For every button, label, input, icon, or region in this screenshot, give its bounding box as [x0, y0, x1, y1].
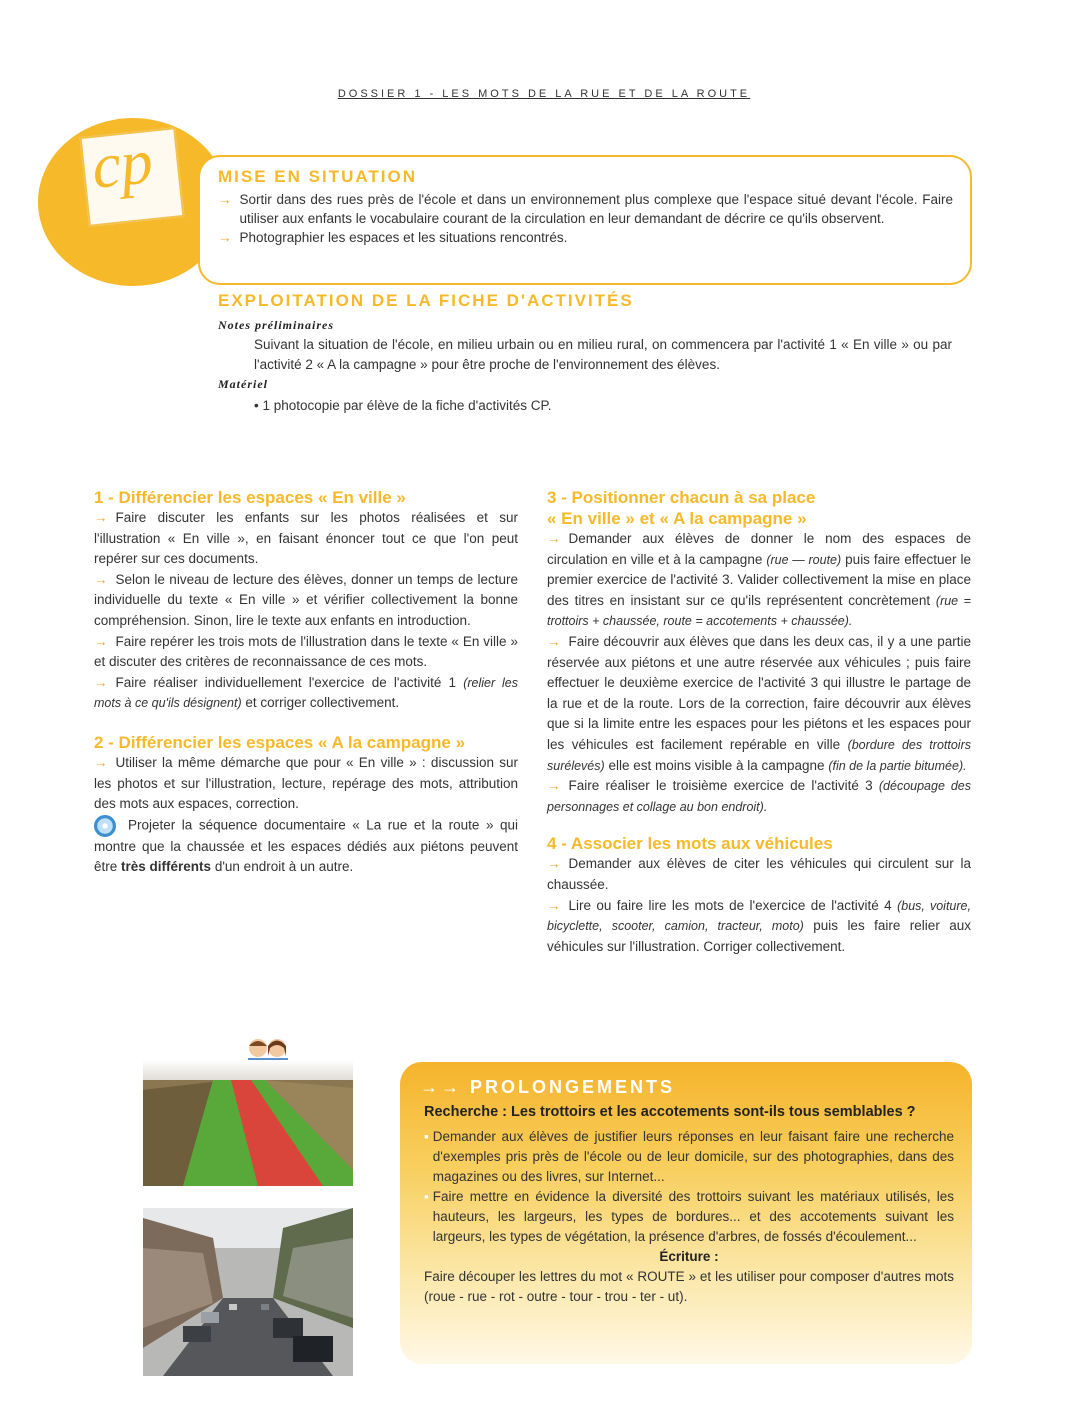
paragraph-text: Faire réaliser le troisième exercice de l'activité 3 [568, 778, 873, 794]
paragraph-text: et corriger collectivement. [245, 695, 400, 711]
mise-en-situation-list [218, 190, 953, 247]
right-column [547, 487, 971, 957]
paragraph-text: Faire réaliser individuellement l'exercice de l'activité 1 [115, 674, 457, 690]
materiel-label: Matériel [218, 377, 268, 391]
section3-title-line2: « En ville » et « A la campagne » [547, 509, 807, 528]
paragraph-text: Selon le niveau de lecture des élèves, donner un temps de lecture individuelle du texte « En ville » et vérifier collectivement la bonne compréhension. Sinon, lire le texte aux enfants en introduction. [94, 571, 518, 628]
paragraph [94, 570, 518, 632]
paragraph-bold: très différents [121, 859, 212, 875]
paragraph-italic: (fin de la partie bitumée). [828, 758, 967, 773]
arrow-right-icon: → [218, 192, 232, 207]
list-item-text: Faire mettre en évidence la diversité des trottoirs suivant les matériaux utilisés, les hauteurs, les largeurs, les types de bordures... et des accotements suivant les largeurs, les types de végétation, la présence d'arbres, de fossés d'écoulement... [432, 1189, 954, 1244]
paragraph-text: puis faire effectuer le premier exercice de l'activité 3. Valider collectivement la mise en place des titres en insistant sur ce qu'ils représentent concrètement [547, 551, 971, 608]
arrow-right-icon: → [547, 778, 561, 794]
arrow-right-icon: → [94, 674, 108, 690]
paragraph [547, 529, 971, 632]
paragraph-italic: (découpage des personnages et collage au bon endroit). [547, 779, 971, 814]
prolongements-title: →→ PROLONGEMENTS [420, 1077, 676, 1097]
paragraph-text: Projeter la séquence documentaire « La rue et la route » qui montre que la chaussée et les espaces dédiés aux piétons peuvent être [94, 817, 518, 875]
list-item [218, 190, 953, 228]
exploitation-title: EXPLOITATION DE LA FICHE D'ACTIVITÉS [218, 291, 634, 310]
paragraph-text: puis les faire relier aux véhicules sur l'illustration. Corriger collectivement. [547, 918, 971, 954]
arrow-right-icon: → [547, 856, 561, 872]
paragraph-text: Faire découvrir aux élèves que dans les deux cas, il y a une partie réservée aux piétons et une autre réservée aux véhicules ; puis faire effectuer le deuxième exercice de l'activité 3 qui illustre le partage de la rue et de la route. Lors de la correction, faire découvrir aux élèves que si la limite entre les espaces pour les piétons et les espaces pour les véhicules est facilement repérable en ville [547, 633, 971, 752]
section2-title: 2 - Différencier les espaces « A la campagne » [94, 732, 466, 752]
cp-logo: cp [88, 125, 156, 202]
prolongements-list [424, 1127, 954, 1307]
paragraph [547, 776, 971, 817]
paragraph-italic: (rue = trottoirs + chaussée, route = accotements + chaussée). [547, 593, 971, 629]
prolongements-question: Recherche : Les trottoirs et les accotements sont-ils tous semblables ? [424, 1104, 916, 1120]
mise-en-situation-title: MISE EN SITUATION [218, 167, 417, 186]
list-item-text: Demander aux élèves de justifier leurs réponses en leur faisant faire une recherche d'exemples pris près de l'école ou de leur domicile, sur des photographies, dans des magazines ou des livres, sur Internet... [432, 1129, 954, 1184]
list-item-text: Photographier les espaces et les situations rencontrés. [239, 230, 568, 245]
arrow-right-icon: → [218, 230, 232, 245]
list-item [218, 228, 953, 247]
arrow-right-icon: → [547, 531, 561, 546]
paragraph [94, 815, 518, 878]
paragraph [547, 854, 971, 895]
square-bullet-icon: ▪ [424, 1129, 429, 1144]
paragraph-italic: (bus, voiture, bicyclette, scooter, camion, tracteur, moto) [547, 898, 971, 934]
paragraph [94, 753, 518, 815]
list-item [424, 1187, 954, 1247]
paragraph-text: Utiliser la même démarche que pour « En ville » : discussion sur les photos et sur l'illustration, lecture, repérage des mots, attribution des mots aux espaces, correction. [94, 754, 518, 812]
running-header: DOSSIER 1 - LES MOTS DE LA RUE ET DE LA ROUTE [337, 88, 751, 100]
paragraph-text: Demander aux élèves de donner le nom des espaces de circulation en ville et à la campagne [547, 531, 971, 567]
notes-text: Suivant la situation de l'école, en milieu urbain ou en milieu rural, on commencera par l'activité 1 « En ville » ou par l'activité 2 « A la campagne » pour être proche de l'environnement des élèves. [254, 337, 952, 372]
photo-city-street [143, 1208, 353, 1376]
arrow-right-icon: → [94, 510, 108, 525]
arrow-right-icon: → [547, 897, 561, 913]
section3-title-line1: 3 - Positionner chacun à sa place [547, 488, 816, 507]
paragraph-text: elle est moins visible à la campagne [608, 757, 825, 773]
notes-label: Notes préliminaires [218, 318, 335, 332]
paragraph-text: Demander aux élèves de citer les véhicules qui circulent sur la chaussée. [547, 856, 971, 892]
arrow-right-icon: → [94, 571, 108, 587]
list-item-text: Sortir dans des rues près de l'école et dans un environnement plus complexe que l'espace situé devant l'école. Faire utiliser aux enfants le vocabulaire courant de la circulation en leur demandant de décrire ce qu'ils observent. [239, 192, 953, 226]
ecriture-label: Écriture : [659, 1249, 719, 1264]
ecriture-text: Faire découper les lettres du mot « ROUTE » et les utiliser pour composer d'autres mots (roue - rue - rot - outre - tour - trou - ter - ut). [424, 1269, 954, 1304]
paragraph [547, 896, 971, 958]
paragraph-italic: (relier les mots à ce qu'ils désignent) [94, 675, 518, 711]
dvd-icon [94, 815, 116, 837]
arrow-right-icon: → [94, 633, 108, 649]
paragraph-text: d'un endroit à un autre. [214, 859, 354, 875]
paragraph-italic: (rue — route) [766, 552, 842, 567]
paragraph [94, 632, 518, 673]
square-bullet-icon: ▪ [424, 1189, 429, 1204]
paragraph-text: Faire discuter les enfants sur les photos réalisées et sur l'illustration « En ville », en faisant énoncer tout ce que l'on peut repérer sur ces documents. [94, 510, 518, 567]
paragraph [94, 508, 518, 570]
section1-title: 1 - Différencier les espaces « En ville » [94, 488, 406, 507]
section4-title: 4 - Associer les mots aux véhicules [547, 834, 833, 854]
photo-countryside-road [143, 1060, 353, 1186]
list-item [424, 1127, 954, 1187]
arrow-right-icon: → [547, 633, 561, 649]
arrow-right-icon: → [94, 754, 108, 770]
paragraph-italic: (bordure des trottoirs surélevés) [547, 737, 971, 773]
paragraph [547, 632, 971, 776]
paragraph [94, 673, 518, 714]
materiel-text: • 1 photocopie par élève de la fiche d'activités CP. [254, 398, 552, 413]
left-column [94, 487, 518, 878]
paragraph-text: Faire repérer les trois mots de l'illustration dans le texte « En ville » et discuter des critères de reconnaissance de ces mots. [94, 633, 518, 670]
paragraph-text: Lire ou faire lire les mots de l'exercice de l'activité 4 [568, 897, 892, 913]
